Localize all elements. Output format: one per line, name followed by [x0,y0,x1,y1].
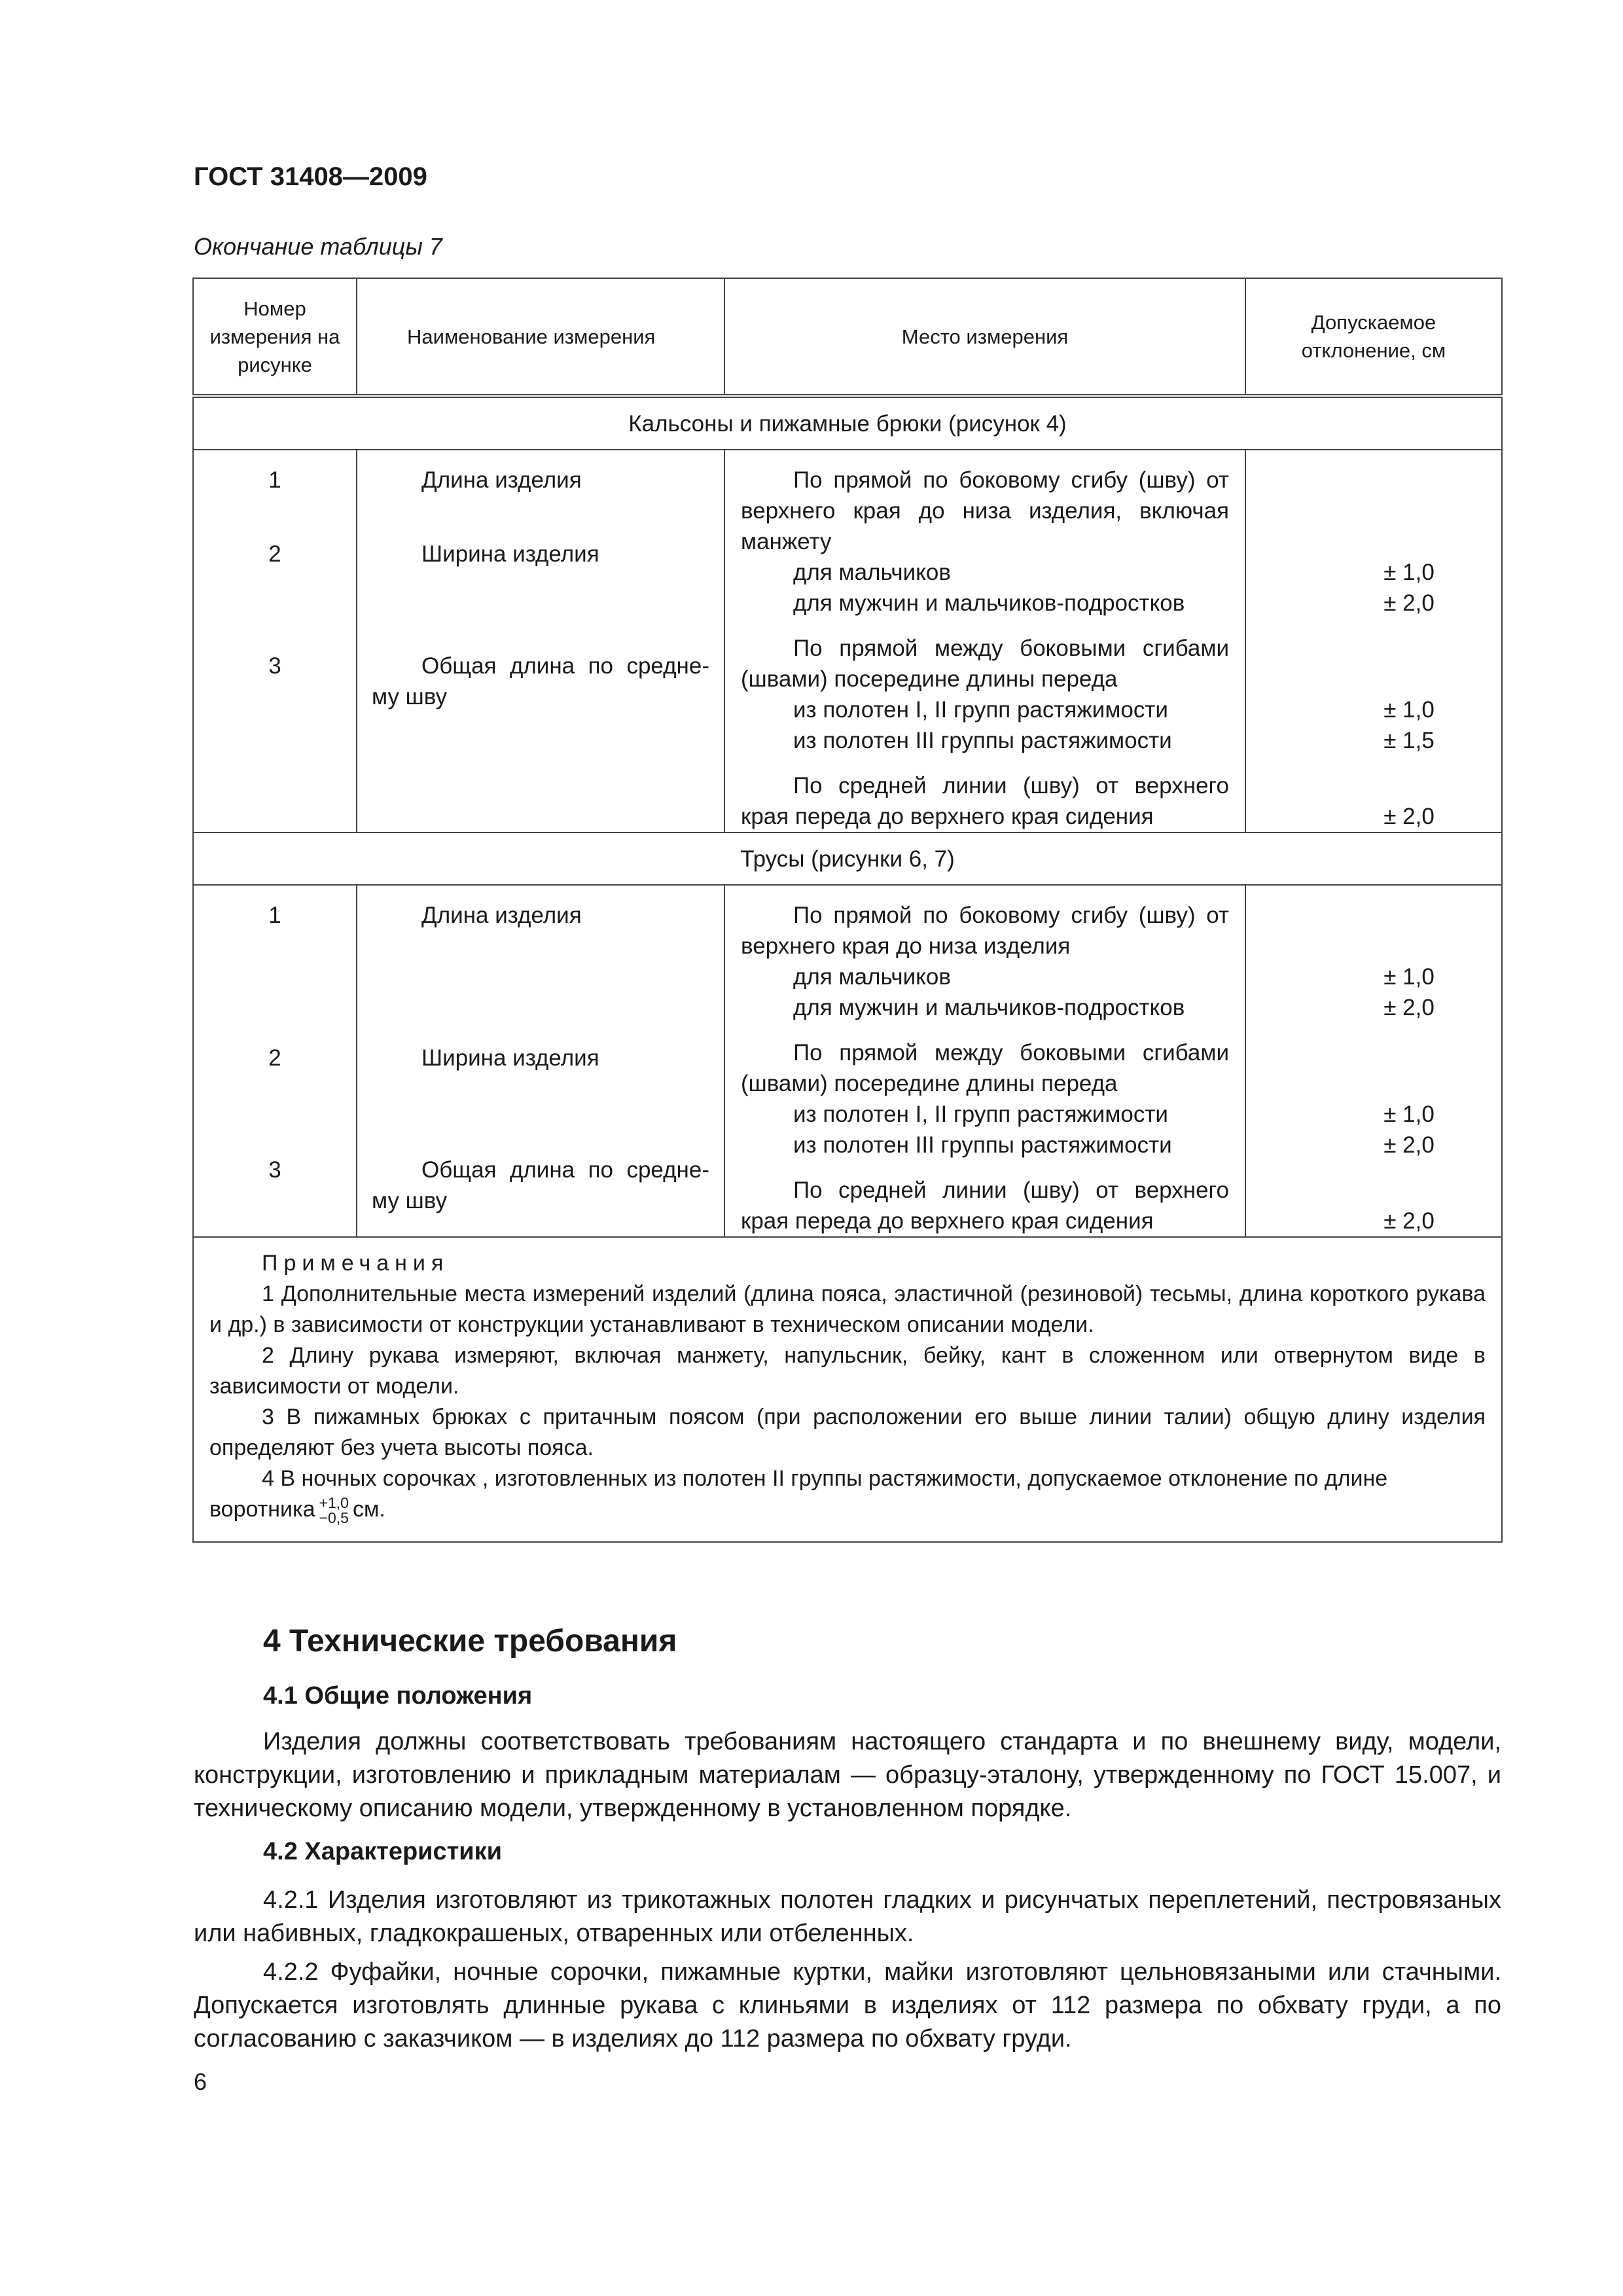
fraction-lower: −0,5 [319,1509,349,1527]
tolerance-value: ± 2,0 [1383,804,1435,829]
header-name: Наименование измерения [357,278,724,396]
row-number: 1 [268,467,281,493]
measurement-name: Длина изделия [421,903,582,928]
paragraph: Изделия должны соответствовать требованиям настоящего стандарта и по внешнему виду, модели, конструкции, изготовлению и прикладным материалам — образцу-эталону, утвержденному по ГОСТ 15.007, и техническому описанию модели, утвержденному в установленном порядке. [194,1728,1501,1822]
place-subitem: для мужчин и мальчиков-подростков [793,590,1185,616]
place-subitem: из полотен III группы растяжимости [793,1132,1172,1158]
measurement-name: Общая длина по средне- [421,653,709,679]
table-notes [193,1237,1502,1542]
place-subitem: для мальчиков [793,560,951,585]
section-title: Трусы (рисунки 6, 7) [193,833,1502,885]
place-subitem: для мальчиков [793,964,951,990]
place-subitem: из полотен I, II групп растяжимости [793,1102,1168,1127]
header-number: Номер измерения на рисунке [193,278,357,396]
note-tail-unit: см. [352,1497,385,1522]
row-number: 3 [268,653,281,679]
tolerance-value: ± 2,0 [1383,1208,1435,1234]
section-title: Кальсоны и пижамные брюки (рисунок 4) [193,396,1502,450]
header-tolerance: Допускаемое отклонение, см [1245,278,1502,396]
header-place: Место измерения [724,278,1245,396]
tolerance-value: ± 2,0 [1383,995,1435,1020]
measurement-place: По средней линии (шву) от верхнего края переда до верхнего края сидения [741,773,1229,829]
document-header: ГОСТ 31408—2009 [194,162,427,191]
fraction-upper: +1,0 [319,1494,349,1512]
measurement-place: По прямой между боковыми сгибами (швами) посередине длины переда [741,1040,1229,1096]
page-number: 6 [194,2068,207,2095]
table-row [193,450,1502,833]
subsection-heading: 4.1 Общие положения [263,1682,533,1710]
row-number: 2 [268,541,281,567]
measurement-table [192,278,1501,1543]
measurement-name: Общая длина по средне- [421,1157,709,1183]
table-caption: Окончание таблицы 7 [194,233,442,260]
note-item: 2 Длину рукава измеряют, включая манжету, напульсник, бейку, кант в сложенном или отвернутом виде в зависимости от модели. [209,1343,1486,1399]
place-subitem: из полотен III группы растяжимости [793,728,1172,753]
table-row [193,885,1502,1237]
note-item: 1 Дополнительные места измерений изделий (длина пояса, эластичной (резиновой) тесьмы, длина короткого рукава и др.) в зависимости от конструкции устанавливают в техническом описании модели. [209,1282,1486,1337]
tolerance-value: ± 2,0 [1383,1132,1435,1158]
tolerance-value: ± 1,0 [1383,560,1435,585]
section-heading: 4 Технические требования [263,1624,677,1659]
measurement-place: По средней линии (шву) от верхнего края переда до верхнего края сидения [741,1177,1229,1234]
notes-title: Примечания [262,1251,450,1276]
paragraph: 4.2.2 Фуфайки, ночные сорочки, пижамные куртки, майки изготовляют цельновязаными или стачными. Допускается изготовлять длинные рукава с клиньями в изделиях от 112 размера по обхвату груди, а по согласованию с заказчиком — в изделиях до 112 размера по обхвату груди. [194,1958,1501,2053]
tolerance-value: ± 1,0 [1383,1102,1435,1127]
row-number: 3 [268,1157,281,1183]
place-subitem: для мужчин и мальчиков-подростков [793,995,1185,1020]
measurement-place: По прямой между боковыми сгибами (швами) посередине длины переда [741,636,1229,692]
measurement-place: По прямой по боковому сгибу (шву) от верхнего края до низа изделия, включая манжету [741,467,1229,554]
note-tail-text: воротника [209,1497,315,1522]
measurement-name: Ширина изделия [421,541,599,567]
tolerance-value: ± 1,5 [1383,728,1435,753]
subsection-heading: 4.2 Характеристики [263,1838,503,1865]
tolerance-value: ± 2,0 [1383,590,1435,616]
note-item: 3 В пижамных брюках с притачным поясом (при расположении его выше линии талии) общую длину изделия определяют без учета высоты пояса. [209,1405,1486,1460]
tolerance-value: ± 1,0 [1383,964,1435,990]
note-item-tail [209,1494,1486,1526]
tolerance-fraction [319,1496,349,1526]
note-item: 4 В ночных сорочках , изготовленных из полотен II группы растяжимости, допускаемое отклонение по длине [262,1466,1388,1491]
measurement-name-cont: му шву [372,1188,448,1213]
row-number: 1 [268,903,281,928]
measurement-place: По прямой по боковому сгибу (шву) от верхнего края до низа изделия [741,903,1229,959]
measurement-name: Длина изделия [421,467,582,493]
measurement-name: Ширина изделия [421,1045,599,1071]
measurement-name-cont: му шву [372,684,448,709]
place-subitem: из полотен I, II групп растяжимости [793,697,1168,723]
paragraph: 4.2.1 Изделия изготовляют из трикотажных полотен гладких и рисунчатых переплетений, пестровязаных или набивных, гладкокрашеных, отваренных или отбеленных. [194,1886,1501,1947]
tolerance-value: ± 1,0 [1383,697,1435,723]
row-number: 2 [268,1045,281,1071]
